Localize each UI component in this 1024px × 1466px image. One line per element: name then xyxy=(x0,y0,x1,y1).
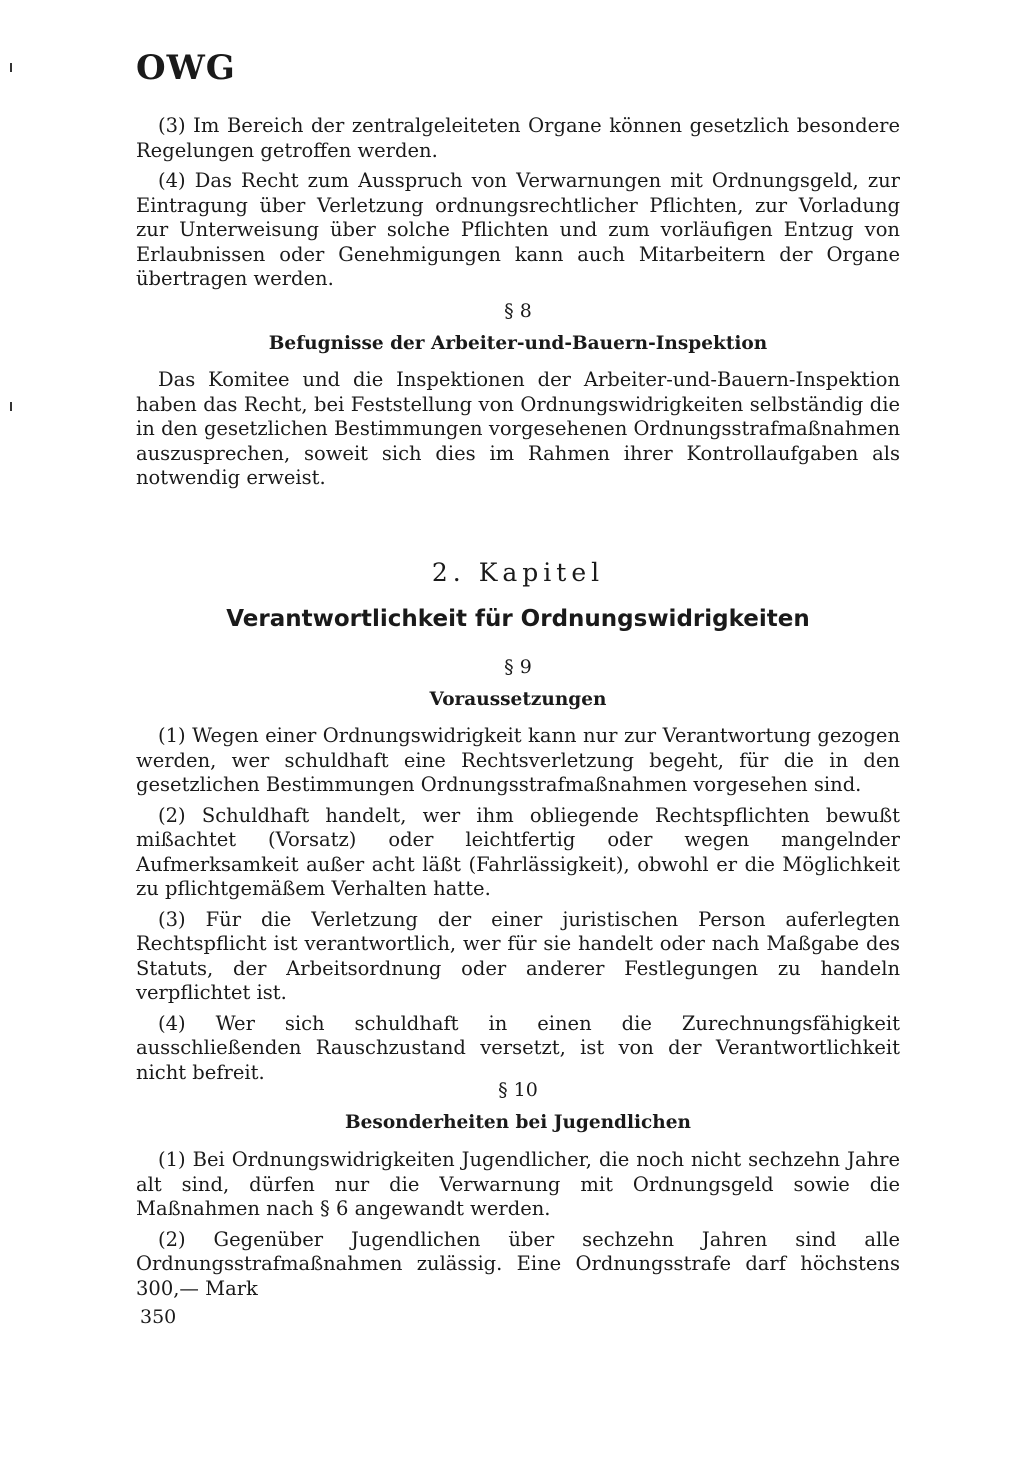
section-10-title: Besonderheiten bei Jugendlichen xyxy=(345,1112,691,1133)
page-number: 350 xyxy=(140,1306,177,1328)
section-10-number: § 10 xyxy=(498,1079,538,1101)
paragraph-10-2: (2) Gegenüber Jugendlichen über sechzehn Jahren sind alle Ordnungsstrafmaßnahmen zulässig. Eine Ordnungsstrafe darf höchstens 300,— Mark xyxy=(136,1227,900,1300)
running-header: OWG xyxy=(136,48,236,88)
chapter-title: Verantwortlichkeit für Ordnungswidrigkeiten xyxy=(226,606,810,632)
paragraph-7-4: (4) Das Recht zum Ausspruch von Verwarnungen mit Ordnungsgeld, zur Eintragung über Verletzung ordnungsrechtlicher Pflichten, zur Vorladung zur Unterweisung über solche Pflichten und zum vorläufigen Entzug von Erlaubnissen oder Genehmigungen kann auch Mitarbeitern der Organe übertragen werden. xyxy=(136,169,900,290)
section-9-title: Voraussetzungen xyxy=(429,689,607,710)
document-page xyxy=(136,0,900,1466)
paragraph-8-1: Das Komitee und die Inspektionen der Arbeiter-und-Bauern-Inspektion haben das Recht, bei Feststellung von Ordnungswidrigkeiten selbständig die in den gesetzlichen Bestimmungen vorgesehenen Ordnungsstrafmaßnahmen auszusprechen, soweit sich dies im Rahmen ihrer Kontrollaufgaben als notwendig erweist. xyxy=(136,368,900,489)
section-7-continuation xyxy=(136,114,900,292)
section-10-body xyxy=(136,1148,900,1301)
paragraph-9-3: (3) Für die Verletzung der einer juristischen Person auferlegten Rechtspflicht ist verantwortlich, wer für sie handelt oder nach Maßgabe des Statuts, der Arbeitsordnung oder anderer Festlegungen zu handeln verpflichtet ist. xyxy=(136,907,900,1004)
paragraph-7-3: (3) Im Bereich der zentralgeleiteten Organe können gesetzlich besondere Regelungen getroffen werden. xyxy=(136,114,900,162)
chapter-number: 2. Kapitel xyxy=(431,558,605,587)
section-8-body xyxy=(136,368,900,491)
section-8-number: § 8 xyxy=(504,300,532,322)
paragraph-9-4: (4) Wer sich schuldhaft in einen die Zurechnungsfähigkeit ausschließenden Rauschzustand versetzt, ist von der Verantwortlichkeit nicht befreit. xyxy=(136,1011,900,1084)
paragraph-10-1: (1) Bei Ordnungswidrigkeiten Jugendlicher, die noch nicht sechzehn Jahre alt sind, dürfen nur die Verwarnung mit Ordnungsgeld sowie die Maßnahmen nach § 6 angewandt werden. xyxy=(136,1148,900,1220)
paragraph-9-1: (1) Wegen einer Ordnungswidrigkeit kann nur zur Verantwortung gezogen werden, wer schuldhaft eine Rechtsverletzung begeht, für die in den gesetzlichen Bestimmungen Ordnungsstrafmaßnahmen vorgesehen sind. xyxy=(136,724,900,796)
margin-mark-top xyxy=(10,63,12,72)
section-8-title: Befugnisse der Arbeiter-und-Bauern-Inspektion xyxy=(268,333,768,354)
section-9-body xyxy=(136,724,900,1085)
paragraph-9-2: (2) Schuldhaft handelt, wer ihm obliegende Rechtspflichten bewußt mißachtet (Vorsatz) oder leichtfertig oder wegen mangelnder Aufmerksamkeit außer acht läßt (Fahrlässigkeit), obwohl er die Möglichkeit zu pflichtgemäßem Verhalten hatte. xyxy=(136,803,900,900)
margin-mark-middle xyxy=(10,402,12,411)
section-9-number: § 9 xyxy=(504,656,532,678)
